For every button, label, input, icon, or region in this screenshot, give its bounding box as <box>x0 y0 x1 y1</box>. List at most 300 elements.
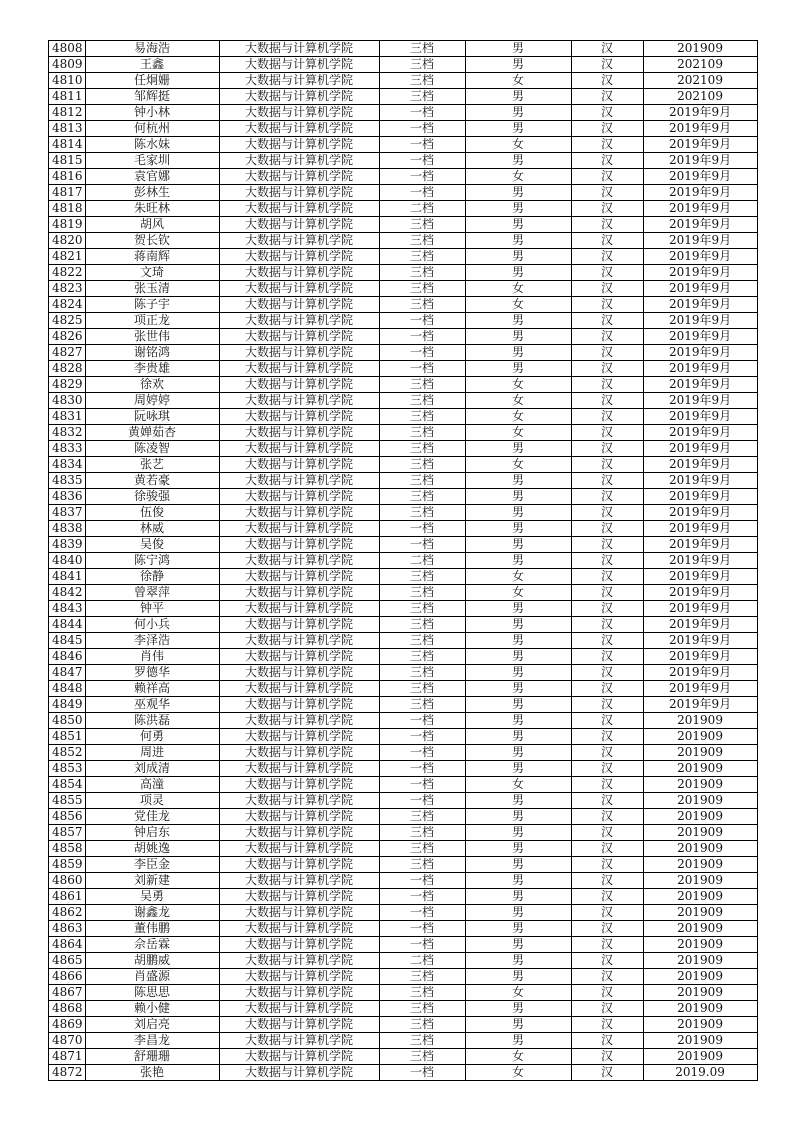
student-name-cell: 徐欢 <box>85 377 219 393</box>
row-number-cell: 4815 <box>49 153 86 169</box>
ethnicity-cell: 汉 <box>571 265 643 281</box>
ethnicity-cell: 汉 <box>571 105 643 121</box>
aid-grade-cell: 一档 <box>379 105 465 121</box>
enrollment-date-cell: 201909 <box>643 889 757 905</box>
enrollment-date-cell: 201909 <box>643 841 757 857</box>
gender-cell: 男 <box>465 841 571 857</box>
table-row <box>49 505 758 521</box>
college-name-cell: 大数据与计算机学院 <box>219 745 379 761</box>
gender-cell: 女 <box>465 1065 571 1081</box>
gender-cell: 男 <box>465 761 571 777</box>
row-number-cell: 4845 <box>49 633 86 649</box>
college-name-cell: 大数据与计算机学院 <box>219 809 379 825</box>
student-name-cell: 胡鹏威 <box>85 953 219 969</box>
table-row <box>49 361 758 377</box>
aid-grade-cell: 一档 <box>379 873 465 889</box>
ethnicity-cell: 汉 <box>571 969 643 985</box>
ethnicity-cell: 汉 <box>571 1001 643 1017</box>
aid-grade-cell: 三档 <box>379 41 465 57</box>
aid-grade-cell: 三档 <box>379 649 465 665</box>
enrollment-date-cell: 2019年9月 <box>643 201 757 217</box>
row-number-cell: 4816 <box>49 169 86 185</box>
student-name-cell: 谢鑫龙 <box>85 905 219 921</box>
student-name-cell: 吴勇 <box>85 889 219 905</box>
student-name-cell: 刘启亮 <box>85 1017 219 1033</box>
aid-grade-cell: 一档 <box>379 905 465 921</box>
aid-grade-cell: 一档 <box>379 521 465 537</box>
student-name-cell: 周婷婷 <box>85 393 219 409</box>
ethnicity-cell: 汉 <box>571 249 643 265</box>
gender-cell: 男 <box>465 713 571 729</box>
student-name-cell: 陈思思 <box>85 985 219 1001</box>
gender-cell: 女 <box>465 73 571 89</box>
table-row <box>49 265 758 281</box>
ethnicity-cell: 汉 <box>571 169 643 185</box>
gender-cell: 男 <box>465 553 571 569</box>
ethnicity-cell: 汉 <box>571 297 643 313</box>
aid-grade-cell: 三档 <box>379 473 465 489</box>
enrollment-date-cell: 2019年9月 <box>643 585 757 601</box>
gender-cell: 男 <box>465 745 571 761</box>
student-name-cell: 李臣金 <box>85 857 219 873</box>
enrollment-date-cell: 2019年9月 <box>643 681 757 697</box>
table-row <box>49 1017 758 1033</box>
row-number-cell: 4861 <box>49 889 86 905</box>
college-name-cell: 大数据与计算机学院 <box>219 393 379 409</box>
college-name-cell: 大数据与计算机学院 <box>219 601 379 617</box>
aid-grade-cell: 二档 <box>379 953 465 969</box>
ethnicity-cell: 汉 <box>571 409 643 425</box>
ethnicity-cell: 汉 <box>571 921 643 937</box>
college-name-cell: 大数据与计算机学院 <box>219 905 379 921</box>
aid-grade-cell: 一档 <box>379 313 465 329</box>
ethnicity-cell: 汉 <box>571 217 643 233</box>
college-name-cell: 大数据与计算机学院 <box>219 697 379 713</box>
aid-grade-cell: 一档 <box>379 121 465 137</box>
student-name-cell: 伍俊 <box>85 505 219 521</box>
row-number-cell: 4868 <box>49 1001 86 1017</box>
college-name-cell: 大数据与计算机学院 <box>219 201 379 217</box>
college-name-cell: 大数据与计算机学院 <box>219 505 379 521</box>
gender-cell: 男 <box>465 521 571 537</box>
student-name-cell: 蒋南辉 <box>85 249 219 265</box>
enrollment-date-cell: 202109 <box>643 89 757 105</box>
aid-grade-cell: 一档 <box>379 137 465 153</box>
student-name-cell: 巫观华 <box>85 697 219 713</box>
student-name-cell: 胡风 <box>85 217 219 233</box>
table-row <box>49 873 758 889</box>
college-name-cell: 大数据与计算机学院 <box>219 553 379 569</box>
ethnicity-cell: 汉 <box>571 697 643 713</box>
aid-grade-cell: 三档 <box>379 233 465 249</box>
ethnicity-cell: 汉 <box>571 137 643 153</box>
gender-cell: 女 <box>465 377 571 393</box>
enrollment-date-cell: 2019年9月 <box>643 425 757 441</box>
ethnicity-cell: 汉 <box>571 937 643 953</box>
enrollment-date-cell: 2019年9月 <box>643 137 757 153</box>
table-row <box>49 617 758 633</box>
enrollment-date-cell: 201909 <box>643 1033 757 1049</box>
college-name-cell: 大数据与计算机学院 <box>219 425 379 441</box>
enrollment-date-cell: 201909 <box>643 761 757 777</box>
enrollment-date-cell: 2019年9月 <box>643 345 757 361</box>
aid-grade-cell: 三档 <box>379 665 465 681</box>
row-number-cell: 4827 <box>49 345 86 361</box>
enrollment-date-cell: 2019年9月 <box>643 505 757 521</box>
enrollment-date-cell: 201909 <box>643 953 757 969</box>
row-number-cell: 4808 <box>49 41 86 57</box>
table-row <box>49 89 758 105</box>
enrollment-date-cell: 2019年9月 <box>643 649 757 665</box>
table-row <box>49 393 758 409</box>
gender-cell: 男 <box>465 537 571 553</box>
row-number-cell: 4825 <box>49 313 86 329</box>
gender-cell: 男 <box>465 1017 571 1033</box>
table-row <box>49 553 758 569</box>
enrollment-date-cell: 201909 <box>643 985 757 1001</box>
enrollment-date-cell: 201909 <box>643 857 757 873</box>
college-name-cell: 大数据与计算机学院 <box>219 249 379 265</box>
table-row <box>49 745 758 761</box>
student-name-cell: 李泽浩 <box>85 633 219 649</box>
student-name-cell: 林威 <box>85 521 219 537</box>
row-number-cell: 4824 <box>49 297 86 313</box>
gender-cell: 男 <box>465 489 571 505</box>
college-name-cell: 大数据与计算机学院 <box>219 1017 379 1033</box>
row-number-cell: 4840 <box>49 553 86 569</box>
student-name-cell: 项灵 <box>85 793 219 809</box>
aid-grade-cell: 三档 <box>379 969 465 985</box>
college-name-cell: 大数据与计算机学院 <box>219 329 379 345</box>
table-row <box>49 457 758 473</box>
row-number-cell: 4814 <box>49 137 86 153</box>
row-number-cell: 4854 <box>49 777 86 793</box>
aid-grade-cell: 三档 <box>379 825 465 841</box>
college-name-cell: 大数据与计算机学院 <box>219 681 379 697</box>
college-name-cell: 大数据与计算机学院 <box>219 281 379 297</box>
gender-cell: 男 <box>465 617 571 633</box>
aid-grade-cell: 三档 <box>379 681 465 697</box>
aid-grade-cell: 一档 <box>379 361 465 377</box>
aid-grade-cell: 二档 <box>379 553 465 569</box>
enrollment-date-cell: 2019年9月 <box>643 153 757 169</box>
college-name-cell: 大数据与计算机学院 <box>219 169 379 185</box>
table-row <box>49 825 758 841</box>
enrollment-date-cell: 2019年9月 <box>643 473 757 489</box>
row-number-cell: 4809 <box>49 57 86 73</box>
ethnicity-cell: 汉 <box>571 329 643 345</box>
student-name-cell: 黄婵茹杏 <box>85 425 219 441</box>
row-number-cell: 4811 <box>49 89 86 105</box>
table-row <box>49 489 758 505</box>
ethnicity-cell: 汉 <box>571 777 643 793</box>
enrollment-date-cell: 2019年9月 <box>643 537 757 553</box>
aid-grade-cell: 一档 <box>379 1065 465 1081</box>
enrollment-date-cell: 2019年9月 <box>643 281 757 297</box>
table-row <box>49 377 758 393</box>
aid-grade-cell: 三档 <box>379 489 465 505</box>
ethnicity-cell: 汉 <box>571 441 643 457</box>
gender-cell: 男 <box>465 921 571 937</box>
college-name-cell: 大数据与计算机学院 <box>219 1049 379 1065</box>
ethnicity-cell: 汉 <box>571 457 643 473</box>
ethnicity-cell: 汉 <box>571 281 643 297</box>
student-name-cell: 阮咏琪 <box>85 409 219 425</box>
student-name-cell: 文琦 <box>85 265 219 281</box>
row-number-cell: 4863 <box>49 921 86 937</box>
table-row <box>49 345 758 361</box>
college-name-cell: 大数据与计算机学院 <box>219 345 379 361</box>
gender-cell: 男 <box>465 905 571 921</box>
gender-cell: 男 <box>465 121 571 137</box>
enrollment-date-cell: 2019年9月 <box>643 297 757 313</box>
ethnicity-cell: 汉 <box>571 681 643 697</box>
college-name-cell: 大数据与计算机学院 <box>219 873 379 889</box>
ethnicity-cell: 汉 <box>571 553 643 569</box>
table-row <box>49 857 758 873</box>
college-name-cell: 大数据与计算机学院 <box>219 649 379 665</box>
college-name-cell: 大数据与计算机学院 <box>219 297 379 313</box>
ethnicity-cell: 汉 <box>571 57 643 73</box>
student-name-cell: 朱旺林 <box>85 201 219 217</box>
ethnicity-cell: 汉 <box>571 233 643 249</box>
enrollment-date-cell: 201909 <box>643 745 757 761</box>
college-name-cell: 大数据与计算机学院 <box>219 89 379 105</box>
aid-grade-cell: 三档 <box>379 809 465 825</box>
ethnicity-cell: 汉 <box>571 361 643 377</box>
table-row <box>49 953 758 969</box>
student-name-cell: 易海浩 <box>85 41 219 57</box>
row-number-cell: 4858 <box>49 841 86 857</box>
table-row <box>49 217 758 233</box>
student-name-cell: 陈子宇 <box>85 297 219 313</box>
aid-grade-cell: 三档 <box>379 1033 465 1049</box>
enrollment-date-cell: 201909 <box>643 937 757 953</box>
row-number-cell: 4819 <box>49 217 86 233</box>
college-name-cell: 大数据与计算机学院 <box>219 41 379 57</box>
ethnicity-cell: 汉 <box>571 425 643 441</box>
aid-grade-cell: 一档 <box>379 889 465 905</box>
college-name-cell: 大数据与计算机学院 <box>219 217 379 233</box>
ethnicity-cell: 汉 <box>571 489 643 505</box>
ethnicity-cell: 汉 <box>571 1017 643 1033</box>
aid-grade-cell: 三档 <box>379 569 465 585</box>
gender-cell: 男 <box>465 329 571 345</box>
row-number-cell: 4810 <box>49 73 86 89</box>
aid-grade-cell: 三档 <box>379 217 465 233</box>
enrollment-date-cell: 2019年9月 <box>643 361 757 377</box>
aid-grade-cell: 一档 <box>379 745 465 761</box>
student-name-cell: 吴俊 <box>85 537 219 553</box>
row-number-cell: 4838 <box>49 521 86 537</box>
gender-cell: 女 <box>465 425 571 441</box>
ethnicity-cell: 汉 <box>571 521 643 537</box>
college-name-cell: 大数据与计算机学院 <box>219 137 379 153</box>
aid-grade-cell: 一档 <box>379 169 465 185</box>
ethnicity-cell: 汉 <box>571 729 643 745</box>
gender-cell: 男 <box>465 201 571 217</box>
ethnicity-cell: 汉 <box>571 873 643 889</box>
gender-cell: 女 <box>465 985 571 1001</box>
row-number-cell: 4830 <box>49 393 86 409</box>
ethnicity-cell: 汉 <box>571 537 643 553</box>
ethnicity-cell: 汉 <box>571 793 643 809</box>
gender-cell: 男 <box>465 793 571 809</box>
aid-grade-cell: 一档 <box>379 777 465 793</box>
enrollment-date-cell: 201909 <box>643 729 757 745</box>
enrollment-date-cell: 201909 <box>643 793 757 809</box>
table-row <box>49 313 758 329</box>
college-name-cell: 大数据与计算机学院 <box>219 777 379 793</box>
row-number-cell: 4848 <box>49 681 86 697</box>
aid-grade-cell: 一档 <box>379 761 465 777</box>
table-row <box>49 937 758 953</box>
student-name-cell: 董伟鹏 <box>85 921 219 937</box>
aid-grade-cell: 三档 <box>379 377 465 393</box>
college-name-cell: 大数据与计算机学院 <box>219 489 379 505</box>
student-name-cell: 袁官娜 <box>85 169 219 185</box>
aid-grade-cell: 二档 <box>379 201 465 217</box>
student-name-cell: 周进 <box>85 745 219 761</box>
enrollment-date-cell: 2019年9月 <box>643 393 757 409</box>
aid-grade-cell: 三档 <box>379 697 465 713</box>
gender-cell: 男 <box>465 873 571 889</box>
row-number-cell: 4823 <box>49 281 86 297</box>
ethnicity-cell: 汉 <box>571 569 643 585</box>
college-name-cell: 大数据与计算机学院 <box>219 633 379 649</box>
student-name-cell: 张世伟 <box>85 329 219 345</box>
enrollment-date-cell: 2019年9月 <box>643 217 757 233</box>
gender-cell: 男 <box>465 345 571 361</box>
gender-cell: 男 <box>465 1001 571 1017</box>
row-number-cell: 4826 <box>49 329 86 345</box>
row-number-cell: 4813 <box>49 121 86 137</box>
ethnicity-cell: 汉 <box>571 841 643 857</box>
aid-grade-cell: 三档 <box>379 857 465 873</box>
table-row <box>49 569 758 585</box>
enrollment-date-cell: 201909 <box>643 1017 757 1033</box>
table-row <box>49 649 758 665</box>
row-number-cell: 4867 <box>49 985 86 1001</box>
row-number-cell: 4841 <box>49 569 86 585</box>
table-row <box>49 1065 758 1081</box>
student-name-cell: 佘岳霖 <box>85 937 219 953</box>
table-row <box>49 697 758 713</box>
college-name-cell: 大数据与计算机学院 <box>219 121 379 137</box>
row-number-cell: 4821 <box>49 249 86 265</box>
student-name-cell: 舒珊珊 <box>85 1049 219 1065</box>
enrollment-date-cell: 2019年9月 <box>643 265 757 281</box>
row-number-cell: 4817 <box>49 185 86 201</box>
college-name-cell: 大数据与计算机学院 <box>219 1065 379 1081</box>
table-row <box>49 985 758 1001</box>
table-row <box>49 841 758 857</box>
college-name-cell: 大数据与计算机学院 <box>219 521 379 537</box>
aid-grade-cell: 一档 <box>379 921 465 937</box>
gender-cell: 男 <box>465 233 571 249</box>
gender-cell: 男 <box>465 969 571 985</box>
ethnicity-cell: 汉 <box>571 889 643 905</box>
student-name-cell: 黄若豪 <box>85 473 219 489</box>
row-number-cell: 4862 <box>49 905 86 921</box>
table-row <box>49 409 758 425</box>
gender-cell: 男 <box>465 441 571 457</box>
row-number-cell: 4870 <box>49 1033 86 1049</box>
student-name-cell: 钟平 <box>85 601 219 617</box>
gender-cell: 女 <box>465 297 571 313</box>
college-name-cell: 大数据与计算机学院 <box>219 441 379 457</box>
table-row <box>49 297 758 313</box>
ethnicity-cell: 汉 <box>571 473 643 489</box>
table-row <box>49 121 758 137</box>
row-number-cell: 4860 <box>49 873 86 889</box>
gender-cell: 女 <box>465 409 571 425</box>
enrollment-date-cell: 2019年9月 <box>643 377 757 393</box>
gender-cell: 男 <box>465 217 571 233</box>
student-name-cell: 项正龙 <box>85 313 219 329</box>
enrollment-date-cell: 2019年9月 <box>643 105 757 121</box>
student-name-cell: 钟小林 <box>85 105 219 121</box>
student-name-cell: 徐静 <box>85 569 219 585</box>
ethnicity-cell: 汉 <box>571 649 643 665</box>
ethnicity-cell: 汉 <box>571 1049 643 1065</box>
aid-grade-cell: 一档 <box>379 185 465 201</box>
ethnicity-cell: 汉 <box>571 393 643 409</box>
aid-grade-cell: 三档 <box>379 841 465 857</box>
row-number-cell: 4835 <box>49 473 86 489</box>
gender-cell: 男 <box>465 89 571 105</box>
student-name-cell: 刘成清 <box>85 761 219 777</box>
college-name-cell: 大数据与计算机学院 <box>219 537 379 553</box>
aid-grade-cell: 三档 <box>379 441 465 457</box>
gender-cell: 男 <box>465 1033 571 1049</box>
enrollment-date-cell: 201909 <box>643 905 757 921</box>
student-name-cell: 彭林生 <box>85 185 219 201</box>
enrollment-date-cell: 2019年9月 <box>643 457 757 473</box>
row-number-cell: 4865 <box>49 953 86 969</box>
table-row <box>49 281 758 297</box>
aid-grade-cell: 一档 <box>379 537 465 553</box>
college-name-cell: 大数据与计算机学院 <box>219 665 379 681</box>
college-name-cell: 大数据与计算机学院 <box>219 889 379 905</box>
college-name-cell: 大数据与计算机学院 <box>219 313 379 329</box>
college-name-cell: 大数据与计算机学院 <box>219 265 379 281</box>
gender-cell: 男 <box>465 105 571 121</box>
college-name-cell: 大数据与计算机学院 <box>219 953 379 969</box>
gender-cell: 男 <box>465 601 571 617</box>
gender-cell: 男 <box>465 729 571 745</box>
enrollment-date-cell: 201909 <box>643 713 757 729</box>
enrollment-date-cell: 2019年9月 <box>643 489 757 505</box>
college-name-cell: 大数据与计算机学院 <box>219 969 379 985</box>
table-row <box>49 1049 758 1065</box>
aid-grade-cell: 三档 <box>379 617 465 633</box>
gender-cell: 男 <box>465 697 571 713</box>
gender-cell: 女 <box>465 457 571 473</box>
student-name-cell: 刘新建 <box>85 873 219 889</box>
college-name-cell: 大数据与计算机学院 <box>219 233 379 249</box>
aid-grade-cell: 三档 <box>379 1049 465 1065</box>
gender-cell: 男 <box>465 473 571 489</box>
row-number-cell: 4839 <box>49 537 86 553</box>
enrollment-date-cell: 2019年9月 <box>643 233 757 249</box>
table-row <box>49 73 758 89</box>
student-name-cell: 曾翠萍 <box>85 585 219 601</box>
ethnicity-cell: 汉 <box>571 505 643 521</box>
row-number-cell: 4818 <box>49 201 86 217</box>
enrollment-date-cell: 201909 <box>643 969 757 985</box>
aid-grade-cell: 三档 <box>379 1001 465 1017</box>
